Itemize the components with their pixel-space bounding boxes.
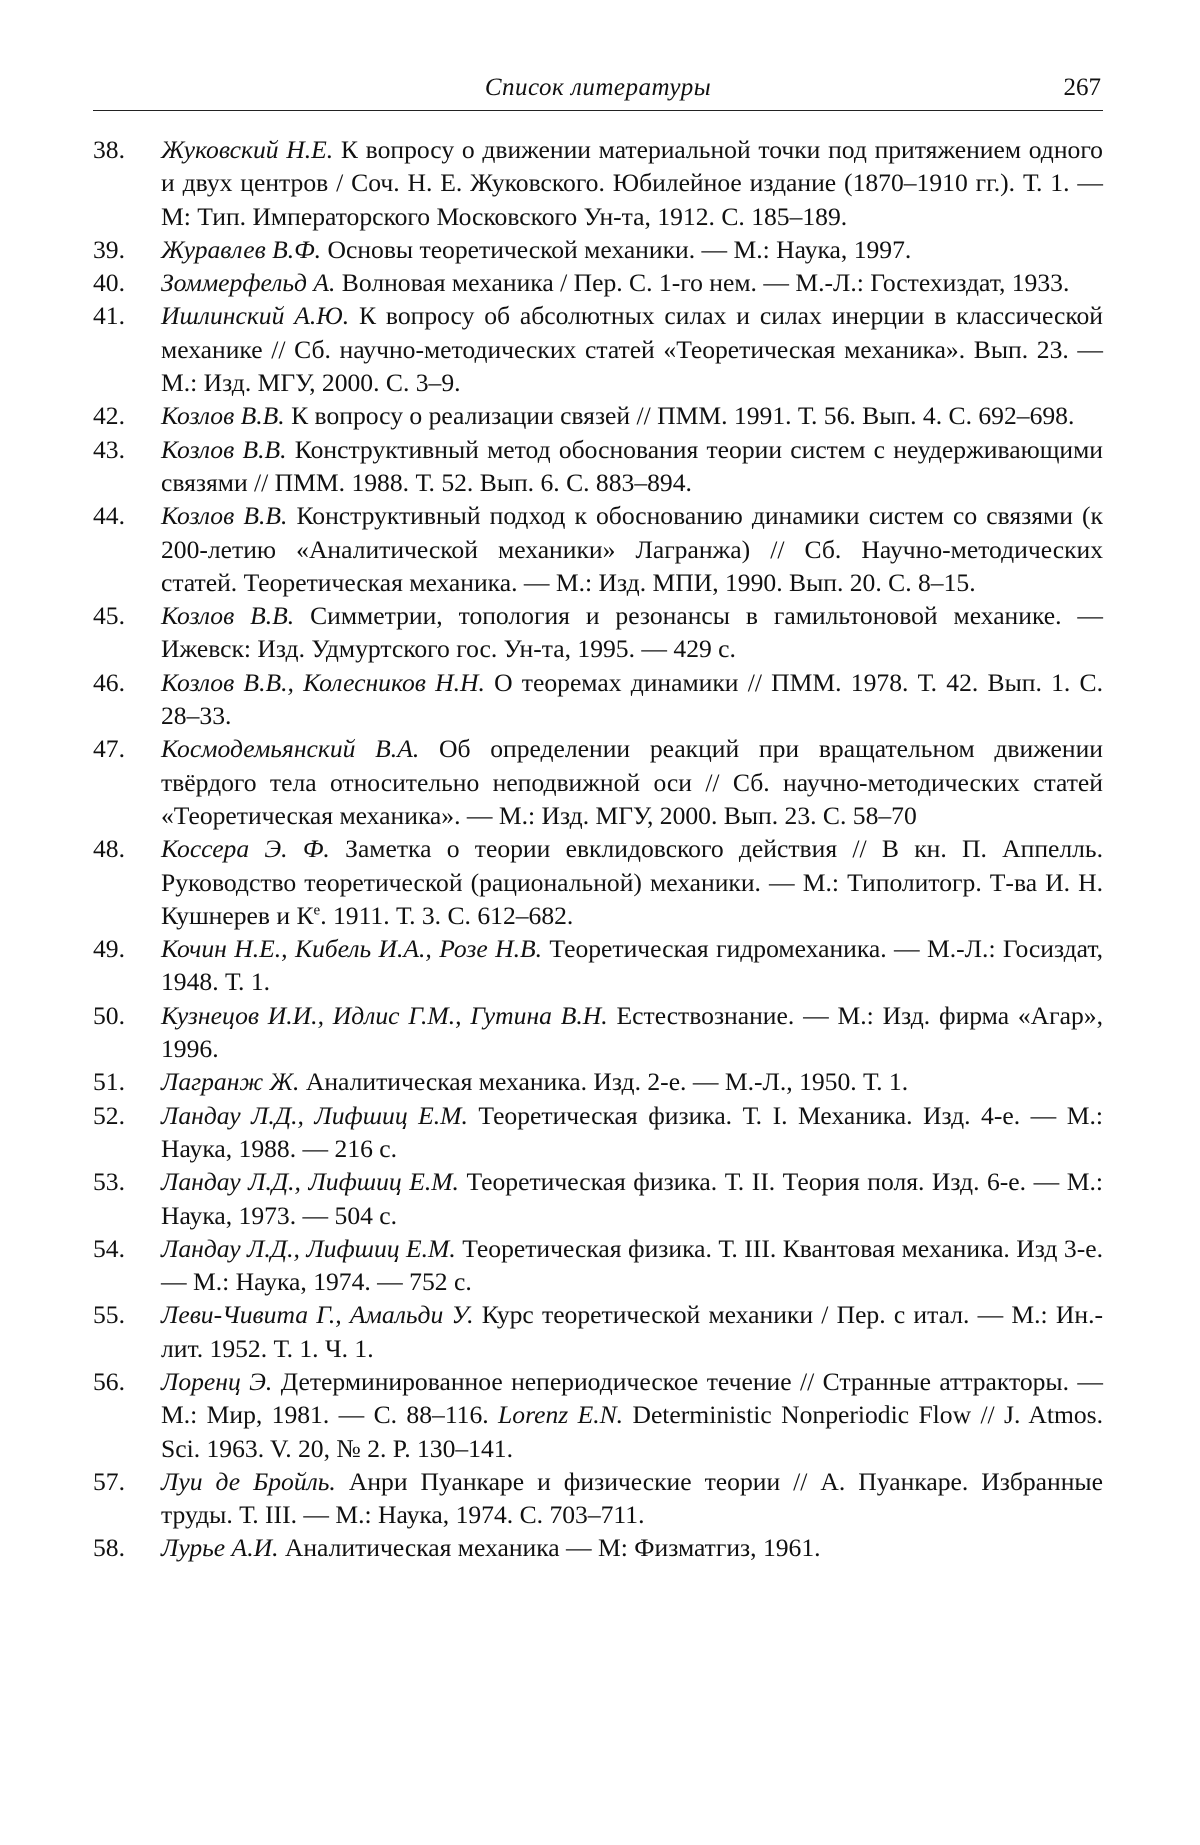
reference-authors: Кочин Н.Е., Кибель И.А., Розе Н.В. bbox=[161, 934, 543, 964]
reference-entry bbox=[93, 133, 1103, 233]
reference-entry bbox=[93, 832, 1103, 932]
reference-number: 40. bbox=[93, 268, 125, 298]
reference-number: 54. bbox=[93, 1233, 125, 1263]
reference-authors: Жуковский Н.Е. bbox=[161, 135, 334, 164]
reference-entry bbox=[93, 1298, 1103, 1365]
reference-extra-authors: Lorenz E.N. bbox=[498, 1400, 624, 1430]
reference-entry bbox=[93, 1531, 1103, 1564]
reference-entry bbox=[93, 233, 1103, 266]
reference-number: 42. bbox=[93, 401, 125, 431]
reference-number: 47. bbox=[93, 734, 125, 764]
reference-entry bbox=[93, 399, 1103, 432]
reference-authors: Козлов В.В., Колесников Н.Н. bbox=[161, 667, 485, 697]
reference-entry bbox=[93, 1465, 1103, 1532]
reference-number: 45. bbox=[93, 601, 125, 631]
running-title: Список литературы bbox=[484, 74, 712, 101]
reference-authors: Журавлев В.Ф. bbox=[161, 234, 322, 264]
reference-number: 55. bbox=[93, 1300, 125, 1330]
running-head bbox=[93, 72, 1103, 111]
reference-number: 43. bbox=[93, 434, 125, 464]
reference-text: Аналитическая механика. Изд. 2-е. — М.-Л., 1950. Т. 1. bbox=[299, 1067, 909, 1097]
reference-entry bbox=[93, 932, 1103, 999]
reference-authors: Коссера Э. Ф. bbox=[161, 834, 330, 864]
reference-entry bbox=[93, 266, 1103, 299]
reference-text: Анри Пуанкаре и физические теории // А. Пуанкаре. Избранные труды. Т. III. — М.: Наука, 1974. С. 703–711. bbox=[161, 1466, 1103, 1530]
reference-authors: Лагранж Ж. bbox=[161, 1067, 300, 1097]
reference-text: Об определении реакций при вращательном движении твёрдого тела относительно неподвижной оси // Сб. научно-методических статей «Теоретическая механика». — М.: Изд. МГУ, 2000. Вып. 23. С. 58–70 bbox=[161, 734, 1103, 830]
reference-text: Аналитическая механика — М: Физматгиз, 1961. bbox=[278, 1533, 821, 1563]
reference-number: 58. bbox=[93, 1533, 125, 1563]
reference-text: К вопросу о движении материальной точки под притяжением одного и двух центров / Соч. Н. Е. Жуковского. Юбилейное издание (1870–1910 гг.). Т. 1. — М: Тип. Императорского Московского Ун-та, 1912. С. 185–189. bbox=[161, 135, 1103, 231]
reference-entry bbox=[93, 599, 1103, 666]
reference-text: Симметрии, топология и резонансы в гамильтоновой механике. — Ижевск: Изд. Удмуртского гос. Ун-та, 1995. — 429 с. bbox=[161, 601, 1103, 664]
reference-text: Курс теоретической механики / Пер. с итал. — М.: Ин.-лит. 1952. Т. 1. Ч. 1. bbox=[161, 1300, 1103, 1363]
reference-number: 41. bbox=[93, 301, 125, 331]
reference-authors: Козлов В.В. bbox=[161, 434, 287, 464]
reference-text: Теоретическая физика. Т. II. Теория поля. Изд. 6-е. — М.: Наука, 1973. — 504 с. bbox=[161, 1167, 1103, 1230]
reference-entry bbox=[93, 1232, 1103, 1299]
reference-entry bbox=[93, 999, 1103, 1066]
reference-list bbox=[93, 133, 1103, 1565]
reference-number: 57. bbox=[93, 1466, 125, 1496]
reference-entry bbox=[93, 1165, 1103, 1232]
reference-authors: Луи де Бройль. bbox=[161, 1466, 336, 1496]
reference-authors: Космодемьянский В.А. bbox=[161, 734, 420, 764]
reference-number: 46. bbox=[93, 667, 125, 697]
book-page bbox=[93, 72, 1103, 1565]
reference-entry bbox=[93, 666, 1103, 733]
reference-text: Конструктивный метод обоснования теории систем с неудерживающими связями // ПММ. 1988. Т. 52. Вып. 6. С. 883–894. bbox=[161, 434, 1103, 497]
reference-text: О теоремах динамики // ПММ. 1978. Т. 42. Вып. 1. С. 28–33. bbox=[161, 667, 1104, 731]
reference-authors: Козлов В.В. bbox=[161, 401, 285, 431]
reference-authors: Козлов В.В. bbox=[161, 601, 295, 631]
reference-text: Детерминированное непериодическое течение // Странные аттракторы. — М.: Мир, 1981. — С. 88–116. bbox=[161, 1366, 1103, 1430]
reference-authors: Лоренц Э. bbox=[161, 1366, 273, 1396]
reference-entry bbox=[93, 299, 1103, 399]
reference-text: Теоретическая гидромеханика. — М.-Л.: Госиздат, 1948. Т. 1. bbox=[161, 934, 1103, 997]
reference-text-continued: . 1911. Т. 3. С. 612–682. bbox=[320, 900, 574, 930]
reference-authors: Ландау Л.Д., Лифшиц Е.М. bbox=[161, 1233, 456, 1263]
reference-text: К вопросу об абсолютных силах и силах инерции в классической механике // Сб. научно-методических статей «Теоретическая механика». Вып. 23. — М.: Изд. МГУ, 2000. С. 3–9. bbox=[161, 301, 1103, 398]
reference-text: К вопросу о реализации связей // ПММ. 1991. Т. 56. Вып. 4. С. 692–698. bbox=[284, 401, 1075, 431]
reference-text: Волновая механика / Пер. С. 1-го нем. — М.-Л.: Гостехиздат, 1933. bbox=[335, 268, 1070, 298]
reference-number: 39. bbox=[93, 234, 125, 264]
reference-authors: Зоммерфельд А. bbox=[161, 268, 336, 298]
reference-entry bbox=[93, 1065, 1103, 1098]
reference-number: 38. bbox=[93, 135, 125, 164]
reference-text: Основы теоретической механики. — М.: Наука, 1997. bbox=[321, 234, 912, 264]
reference-authors: Ишлинский А.Ю. bbox=[161, 301, 350, 331]
reference-text: Теоретическая физика. Т. III. Квантовая механика. Изд 3-е. — М.: Наука, 1974. — 752 с. bbox=[161, 1233, 1103, 1297]
reference-superscript: е bbox=[313, 902, 321, 919]
reference-entry bbox=[93, 1099, 1103, 1166]
reference-number: 50. bbox=[93, 1000, 125, 1030]
reference-number: 52. bbox=[93, 1100, 125, 1130]
reference-text: Заметка о теории евклидовского действия // В кн. П. Аппелль. Руководство теоретической (рациональной) механики. — М.: Типолитогр. Т-ва И. Н. Кушнерев и К bbox=[161, 834, 1104, 930]
reference-number: 56. bbox=[93, 1366, 125, 1396]
reference-authors: Кузнецов И.И., Идлис Г.М., Гутина В.Н. bbox=[161, 1000, 608, 1030]
reference-text: Естествознание. — М.: Изд. фирма «Агар», 1996. bbox=[161, 1000, 1104, 1064]
reference-number: 48. bbox=[93, 834, 125, 864]
reference-number: 51. bbox=[93, 1067, 125, 1097]
reference-entry bbox=[93, 732, 1103, 832]
reference-entry bbox=[93, 1365, 1103, 1465]
reference-authors: Леви-Чивита Г., Амальди У. bbox=[161, 1300, 474, 1330]
reference-authors: Козлов В.В. bbox=[161, 501, 288, 531]
reference-entry bbox=[93, 499, 1103, 599]
reference-authors: Лурье А.И. bbox=[161, 1533, 279, 1563]
reference-text: Теоретическая физика. Т. I. Механика. Изд. 4-е. — М.: Наука, 1988. — 216 с. bbox=[161, 1100, 1103, 1163]
reference-authors: Ландау Л.Д., Лифшиц Е.М. bbox=[161, 1100, 468, 1130]
page-number: 267 bbox=[1063, 74, 1101, 101]
reference-number: 49. bbox=[93, 934, 125, 964]
reference-number: 53. bbox=[93, 1167, 125, 1197]
reference-number: 44. bbox=[93, 501, 125, 531]
reference-entry bbox=[93, 433, 1103, 500]
reference-text: Конструктивный подход к обоснованию динамики систем со связями (к 200-летию «Аналитической механики» Лагранжа) // Сб. Научно-методических статей. Теоретическая механика. — М.: Изд. МПИ, 1990. Вып. 20. С. 8–15. bbox=[161, 501, 1103, 597]
reference-text-continued: Deterministic Nonperiodic Flow // J. Atmos. Sci. 1963. V. 20, № 2. P. 130–141. bbox=[161, 1400, 1104, 1463]
reference-authors: Ландау Л.Д., Лифшиц Е.М. bbox=[161, 1167, 459, 1197]
